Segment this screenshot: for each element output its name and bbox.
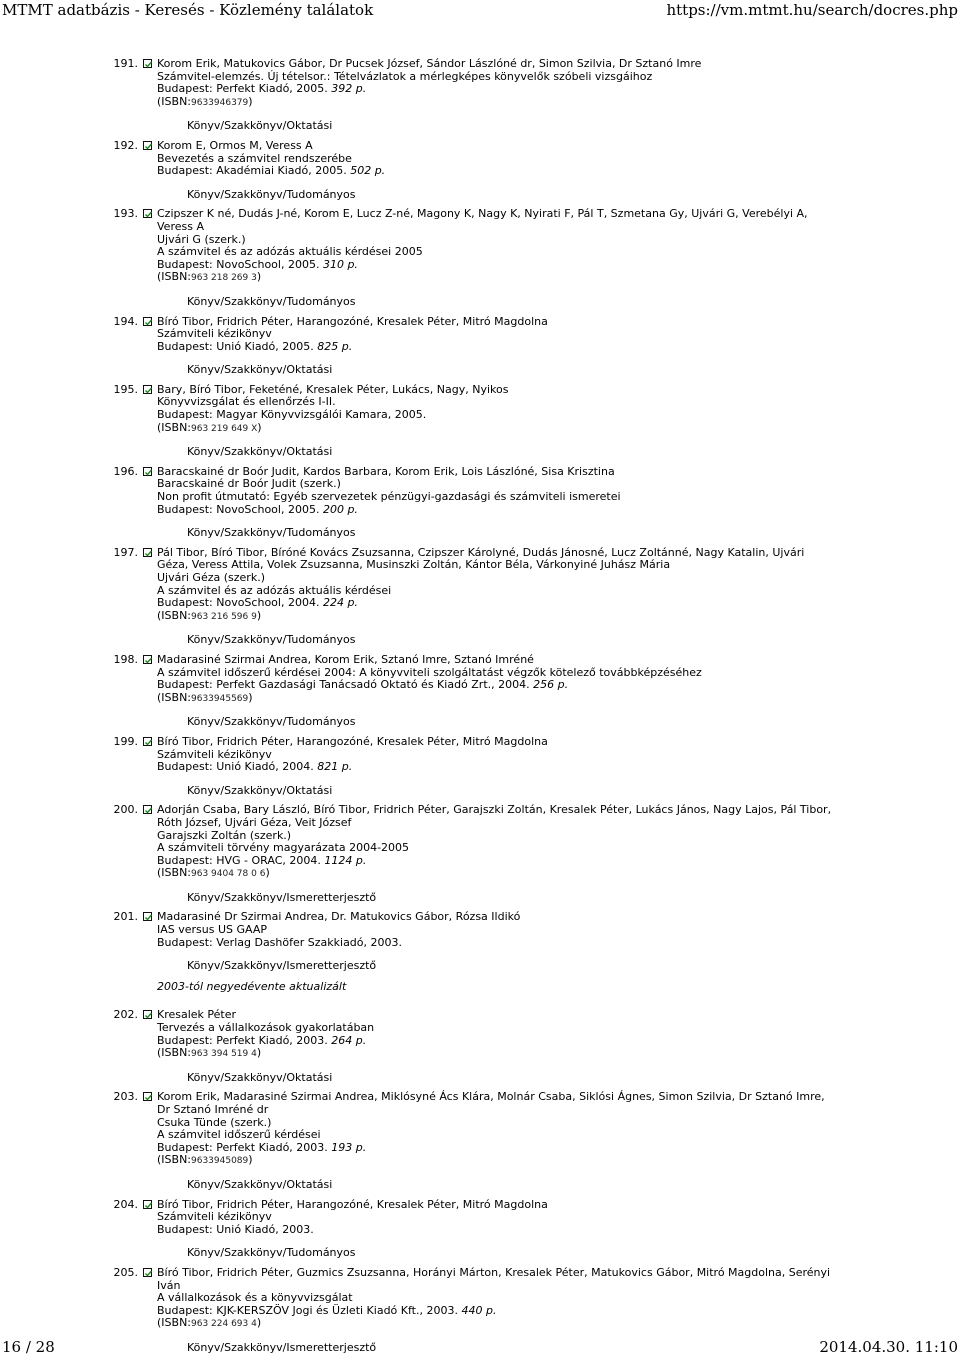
isbn-suffix: ) (248, 1153, 253, 1167)
entry-type: Könyv/Szakkönyv/Ismeretterjesztő (187, 1340, 377, 1354)
entry-publisher (157, 855, 836, 868)
entry-authors: Korom E, Ormos M, Veress A (157, 138, 313, 152)
publication-entry (0, 58, 960, 133)
entry-number: 205. (113, 1265, 138, 1279)
entry-line: Baracskainé dr Boór Judit (szerk.) (157, 477, 341, 491)
entry-publisher (157, 937, 840, 950)
publication-entry (0, 736, 960, 797)
entry-line: Könyvvizsgálat és ellenőrzés I-II. (157, 395, 336, 409)
entry-isbn (157, 271, 836, 285)
page-count: 256 p. (533, 678, 569, 692)
entry-line: Számvitel-elemzés. Új tételsor.: Tételvázlatok a mérlegképes könyvelők szóbeli vizsgáihoz (157, 69, 653, 83)
entry-isbn (157, 1047, 840, 1061)
isbn-number: 963 219 649 X (191, 423, 258, 434)
publisher-text: Budapest: HVG - ORAC, 2004. (157, 853, 321, 867)
entry-body (157, 1091, 836, 1191)
isbn-prefix: (ISBN: (157, 608, 191, 622)
page-url: https://vm.mtmt.hu/search/docres.php (666, 1, 958, 19)
entry-number: 198. (113, 652, 138, 666)
entry-publisher (157, 83, 840, 96)
publication-entry (0, 466, 960, 540)
entry-type: Könyv/Szakkönyv/Ismeretterjesztő (187, 959, 377, 973)
checked-checkbox-icon[interactable] (143, 317, 152, 326)
page-number: 16 / 28 (2, 1338, 55, 1356)
publication-entry (0, 1009, 960, 1084)
entry-publisher (157, 761, 840, 774)
entry-isbn (157, 867, 836, 881)
publisher-text: Budapest: Akadémiai Kiadó, 2005. (157, 164, 347, 178)
checked-checkbox-icon[interactable] (143, 1092, 152, 1101)
entry-line: Bevezetés a számvitel rendszerébe (157, 151, 352, 165)
entry-line: Számviteli kézikönyv (157, 327, 272, 341)
entry-type: Könyv/Szakkönyv/Oktatási (187, 445, 333, 459)
isbn-suffix: ) (257, 420, 262, 434)
isbn-prefix: (ISBN: (157, 690, 191, 704)
entry-body (157, 736, 840, 797)
isbn-suffix: ) (248, 690, 253, 704)
publisher-text: Budapest: Perfekt Kiadó, 2003. (157, 1033, 328, 1047)
isbn-prefix: (ISBN: (157, 94, 191, 108)
publisher-text: Budapest: NovoSchool, 2004. (157, 596, 320, 610)
publication-entry (0, 654, 960, 729)
entry-body (157, 911, 840, 993)
publication-entry (0, 384, 960, 459)
page-count: 310 p. (322, 257, 358, 271)
entry-authors: Czipszer K né, Dudás J-né, Korom E, Lucz Z-né, Magony K, Nagy K, Nyirati F, Pál T, Szmetana Gy, Ujvári G, Verebélyi A, Veress A (157, 207, 808, 233)
entry-line: Non profit útmutató: Egyéb szervezetek pénzügyi-gazdasági és számviteli ismeretei (157, 490, 621, 504)
checked-checkbox-icon[interactable] (143, 1200, 152, 1209)
entry-type: Könyv/Szakkönyv/Tudományos (187, 187, 356, 201)
entry-type: Könyv/Szakkönyv/Oktatási (187, 1070, 333, 1084)
page-count: 200 p. (322, 502, 358, 516)
entry-type: Könyv/Szakkönyv/Ismeretterjesztő (187, 890, 377, 904)
entry-publisher (157, 341, 840, 354)
publisher-text: Budapest: Perfekt Kiadó, 2003. (157, 1140, 328, 1154)
entry-line: IAS versus US GAAP (157, 923, 268, 937)
entry-line: Számviteli kézikönyv (157, 1210, 272, 1224)
print-datetime: 2014.04.30. 11:10 (819, 1338, 958, 1356)
isbn-number: 963 9404 78 0 6 (191, 869, 266, 880)
entry-isbn (157, 1317, 836, 1331)
isbn-suffix: ) (256, 270, 262, 284)
entry-authors: Korom Erik, Matukovics Gábor, Dr Pucsek József, Sándor Lászlóné dr, Simon Szilvia, Dr Sztanó Imre (157, 57, 702, 70)
entry-number: 193. (113, 207, 138, 221)
page-count: 264 p. (331, 1033, 367, 1047)
publication-entry (0, 1091, 960, 1191)
page-count: 502 p. (350, 164, 386, 178)
entry-number: 196. (113, 464, 138, 478)
entry-type: Könyv/Szakkönyv/Oktatási (187, 363, 333, 377)
checked-checkbox-icon[interactable] (143, 59, 152, 68)
isbn-suffix: ) (265, 866, 270, 880)
entry-type: Könyv/Szakkönyv/Oktatási (187, 1177, 333, 1191)
isbn-number: 963 224 693 4 (191, 1319, 257, 1330)
isbn-prefix: (ISBN: (157, 866, 191, 880)
entry-authors: Bíró Tibor, Fridrich Péter, Harangozóné, Kresalek Péter, Mitró Magdolna (157, 734, 548, 748)
entry-authors: Pál Tibor, Bíró Tibor, Bíróné Kovács Zsuzsanna, Czipszer Károlyné, Dudás Jánosné, Lucz Zoltánné, Nagy Katalin, Ujvári Géza, Veress Attila, Volek Zsuzsanna, Musinszki Zoltán, Kántor Béla, Várkonyiné Juhász Mária (157, 545, 805, 572)
publication-entry (0, 140, 960, 201)
publication-entry (0, 316, 960, 377)
entry-number: 191. (113, 57, 138, 70)
entry-authors: Bíró Tibor, Fridrich Péter, Harangozóné, Kresalek Péter, Mitró Magdolna (157, 1197, 548, 1211)
entry-line: Ujvári Géza (szerk.) (157, 571, 265, 584)
entry-line: A vállalkozások és a könyvvizsgálat (157, 1291, 353, 1305)
entry-authors: Baracskainé dr Boór Judit, Kardos Barbara, Korom Erik, Lois Lászlóné, Sisa Krisztina (157, 464, 615, 478)
page-count: 825 p. (317, 339, 353, 353)
entry-number: 197. (113, 545, 138, 559)
entry-body (157, 1009, 840, 1084)
publisher-text: Budapest: NovoSchool, 2005. (157, 257, 320, 271)
publication-entry (0, 911, 960, 993)
publisher-text: Budapest: Magyar Könyvvizsgálói Kamara, 2005. (157, 408, 427, 422)
checked-checkbox-icon[interactable] (143, 805, 152, 814)
publication-entry (0, 547, 960, 647)
page-count: 392 p. (331, 82, 367, 96)
isbn-number: 9633945089 (191, 1156, 249, 1167)
entry-body (157, 140, 840, 201)
entry-number: 201. (113, 910, 138, 924)
entry-type: Könyv/Szakkönyv/Oktatási (187, 119, 333, 133)
publisher-text: Budapest: KJK-KERSZÖV Jogi és Üzleti Kiadó Kft., 2003. (157, 1303, 458, 1317)
entry-body (157, 547, 836, 647)
entry-isbn (157, 610, 836, 624)
entry-publisher (157, 504, 840, 517)
isbn-number: 9633945569 (191, 693, 249, 704)
checked-checkbox-icon[interactable] (143, 655, 152, 664)
publication-entry (0, 804, 960, 904)
publisher-text: Budapest: NovoSchool, 2005. (157, 502, 320, 516)
entry-body (157, 654, 840, 729)
entry-body (157, 466, 840, 540)
entry-type: Könyv/Szakkönyv/Tudományos (187, 715, 356, 729)
publisher-text: Budapest: Unió Kiadó, 2004. (157, 760, 314, 774)
entry-body (157, 384, 840, 459)
entry-line: A számvitel és az adózás aktuális kérdései 2005 (157, 245, 423, 259)
checked-checkbox-icon[interactable] (143, 548, 152, 557)
publication-entry (0, 208, 960, 308)
page-count: 440 p. (461, 1303, 497, 1317)
entry-note: 2003-tól negyedévente aktualizált (157, 979, 347, 993)
entry-line: Csuka Tünde (szerk.) (157, 1115, 272, 1129)
checked-checkbox-icon[interactable] (143, 467, 152, 476)
entry-line: Ujvári G (szerk.) (157, 232, 246, 246)
publication-list (0, 58, 960, 1362)
publisher-text: Budapest: Perfekt Gazdasági Tanácsadó Oktató és Kiadó Zrt., 2004. (157, 678, 530, 692)
isbn-prefix: (ISBN: (157, 1316, 191, 1330)
checked-checkbox-icon[interactable] (143, 912, 152, 921)
entry-type: Könyv/Szakkönyv/Tudományos (187, 294, 356, 308)
isbn-suffix: ) (248, 94, 253, 108)
entry-type: Könyv/Szakkönyv/Tudományos (187, 633, 356, 647)
isbn-number: 963 218 269 3 (191, 273, 257, 284)
isbn-number: 963 394 519 4 (191, 1049, 257, 1060)
entry-body (157, 208, 836, 308)
entry-line: A számvitel időszerű kérdései (157, 1128, 321, 1142)
isbn-suffix: ) (256, 608, 262, 622)
publication-entry (0, 1199, 960, 1260)
entry-isbn (157, 422, 840, 436)
entry-type: Könyv/Szakkönyv/Oktatási (187, 783, 333, 797)
entry-number: 203. (113, 1090, 138, 1104)
entry-isbn (157, 1154, 836, 1168)
publisher-text: Budapest: Unió Kiadó, 2005. (157, 339, 314, 353)
isbn-number: 963 216 596 9 (191, 611, 257, 622)
isbn-prefix: (ISBN: (157, 270, 191, 284)
entry-publisher (157, 165, 840, 178)
entry-authors: Bíró Tibor, Fridrich Péter, Guzmics Zsuzsanna, Horányi Márton, Kresalek Péter, Matukovics Gábor, Mitró Magdolna, Serényi Iván (157, 1265, 831, 1292)
entry-publisher (157, 1142, 836, 1155)
entry-number: 192. (113, 138, 138, 152)
entry-authors: Bíró Tibor, Fridrich Péter, Harangozóné, Kresalek Péter, Mitró Magdolna (157, 314, 548, 328)
entry-isbn (157, 692, 840, 706)
entry-line: Tervezés a vállalkozások gyakorlatában (157, 1021, 375, 1035)
checked-checkbox-icon[interactable] (143, 737, 152, 746)
entry-number: 202. (113, 1008, 138, 1022)
publisher-text: Budapest: Verlag Dashöfer Szakkiadó, 2003. (157, 935, 403, 949)
entry-publisher (157, 679, 840, 692)
entry-authors: Korom Erik, Madarasiné Szirmai Andrea, Miklósyné Ács Klára, Molnár Csaba, Siklósi Ágnes, Simon Szilvia, Dr Sztanó Imre, Dr Sztanó Imréné dr (157, 1090, 825, 1116)
entry-isbn (157, 96, 840, 110)
entry-body (157, 58, 840, 133)
isbn-prefix: (ISBN: (157, 420, 191, 434)
checked-checkbox-icon[interactable] (143, 1268, 152, 1277)
page-count: 224 p. (322, 596, 358, 610)
entry-line: A számvitel időszerű kérdései 2004: A könyvviteli szolgáltatást végzők kötelező továbbképzéséhez (157, 665, 702, 679)
page-footer (0, 1338, 960, 1357)
isbn-prefix: (ISBN: (157, 1046, 191, 1060)
isbn-number: 9633946379 (191, 97, 249, 108)
isbn-suffix: ) (256, 1316, 262, 1330)
entry-line: Számviteli kézikönyv (157, 747, 272, 761)
entry-authors: Bary, Bíró Tibor, Feketéné, Kresalek Péter, Lukács, Nagy, Nyikos (157, 382, 509, 396)
entry-number: 194. (113, 314, 138, 328)
checked-checkbox-icon[interactable] (143, 141, 152, 150)
checked-checkbox-icon[interactable] (143, 385, 152, 394)
page-title: MTMT adatbázis - Keresés - Közlemény találatok (2, 1, 374, 19)
page-count: 1124 p. (324, 853, 367, 867)
entry-body (157, 1199, 840, 1260)
page-header (0, 0, 960, 22)
entry-body (157, 804, 836, 904)
page-count: 193 p. (331, 1140, 367, 1154)
entry-line: A számviteli törvény magyarázata 2004-2005 (157, 841, 410, 855)
checked-checkbox-icon[interactable] (143, 1010, 152, 1019)
entry-type: Könyv/Szakkönyv/Tudományos (187, 526, 356, 540)
checked-checkbox-icon[interactable] (143, 209, 152, 218)
entry-number: 195. (113, 382, 138, 396)
entry-authors: Madarasiné Dr Szirmai Andrea, Dr. Matukovics Gábor, Rózsa Ildikó (157, 910, 521, 924)
page-count: 821 p. (317, 760, 353, 774)
entry-line: A számvitel és az adózás aktuális kérdései (157, 583, 392, 597)
entry-body (157, 316, 840, 377)
publisher-text: Budapest: Perfekt Kiadó, 2005. (157, 82, 328, 96)
entry-number: 204. (113, 1197, 138, 1211)
entry-authors: Madarasiné Szirmai Andrea, Korom Erik, Sztanó Imre, Sztanó Imréné (157, 652, 534, 666)
isbn-suffix: ) (256, 1046, 262, 1060)
publisher-text: Budapest: Unió Kiadó, 2003. (157, 1222, 314, 1236)
isbn-prefix: (ISBN: (157, 1153, 191, 1167)
entry-authors: Adorján Csaba, Bary László, Bíró Tibor, Fridrich Péter, Garajszki Zoltán, Kresalek Péter, Lukács János, Nagy Lajos, Pál Tibor, Róth József, Ujvári Géza, Veit József (157, 803, 832, 829)
entry-number: 199. (113, 734, 138, 748)
entry-type: Könyv/Szakkönyv/Tudományos (187, 1246, 356, 1260)
entry-number: 200. (113, 803, 138, 817)
entry-publisher (157, 1224, 840, 1237)
entry-line: Garajszki Zoltán (szerk.) (157, 828, 292, 842)
entry-authors: Kresalek Péter (157, 1008, 237, 1022)
